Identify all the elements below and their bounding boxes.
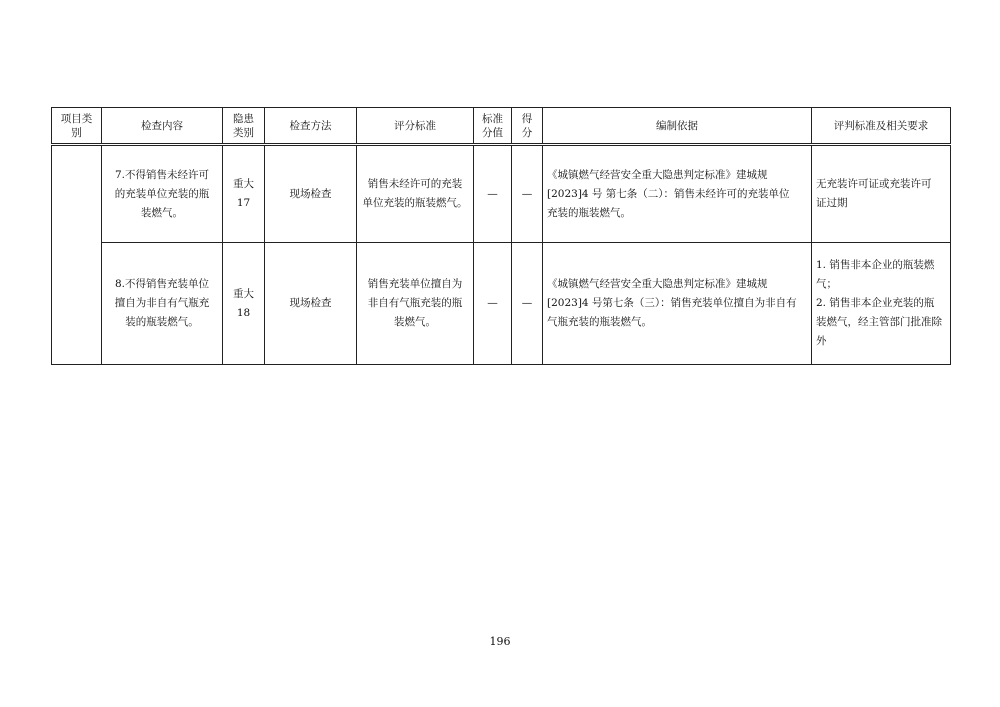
header-content: 检查内容 (102, 108, 223, 145)
header-criteria: 评分标准 (357, 108, 474, 145)
header-method: 检查方法 (265, 108, 357, 145)
table-row (52, 243, 951, 365)
page-number: 196 (489, 635, 511, 648)
inspection-table (51, 107, 951, 365)
method-cell: 现场检查 (265, 145, 357, 243)
header-category: 项目类 别 (52, 108, 102, 145)
content-cell: 7.不得销售未经许可 的充装单位充装的瓶 装燃气。 (102, 145, 223, 243)
header-requirements: 评判标准及相关要求 (812, 108, 951, 145)
criteria-cell: 销售充装单位擅自为 非自有气瓶充装的瓶 装燃气。 (357, 243, 474, 365)
header-hazard-type: 隐患 类别 (223, 108, 265, 145)
basis-cell: 《城镇燃气经营安全重大隐患判定标准》建城规 [2023]4 号第七条（三）：销售充装单位擅自为非自有 气瓶充装的瓶装燃气。 (543, 243, 812, 365)
basis-cell: 《城镇燃气经营安全重大隐患判定标准》建城规 [2023]4 号 第七条（二）：销售未经许可的充装单位 充装的瓶装燃气。 (543, 145, 812, 243)
standard-score-cell: — (474, 243, 512, 365)
score-cell: — (512, 145, 543, 243)
header-basis: 编制依据 (543, 108, 812, 145)
table-row (52, 145, 951, 243)
category-cell (52, 145, 102, 365)
content-cell: 8.不得销售充装单位 擅自为非自有气瓶充 装的瓶装燃气。 (102, 243, 223, 365)
standard-score-cell: — (474, 145, 512, 243)
hazard-cell: 重大 18 (223, 243, 265, 365)
header-row (52, 108, 951, 145)
header-standard-score: 标准 分值 (474, 108, 512, 145)
requirements-cell: 无充装许可证或充装许可 证过期 (812, 145, 951, 243)
header-score: 得 分 (512, 108, 543, 145)
criteria-cell: 销售未经许可的充装 单位充装的瓶装燃气。 (357, 145, 474, 243)
hazard-cell: 重大 17 (223, 145, 265, 243)
requirements-cell: 1. 销售非本企业的瓶装燃 气； 2. 销售非本企业充装的瓶 装燃气，经主管部门批准除 外 (812, 243, 951, 365)
score-cell: — (512, 243, 543, 365)
method-cell: 现场检查 (265, 243, 357, 365)
